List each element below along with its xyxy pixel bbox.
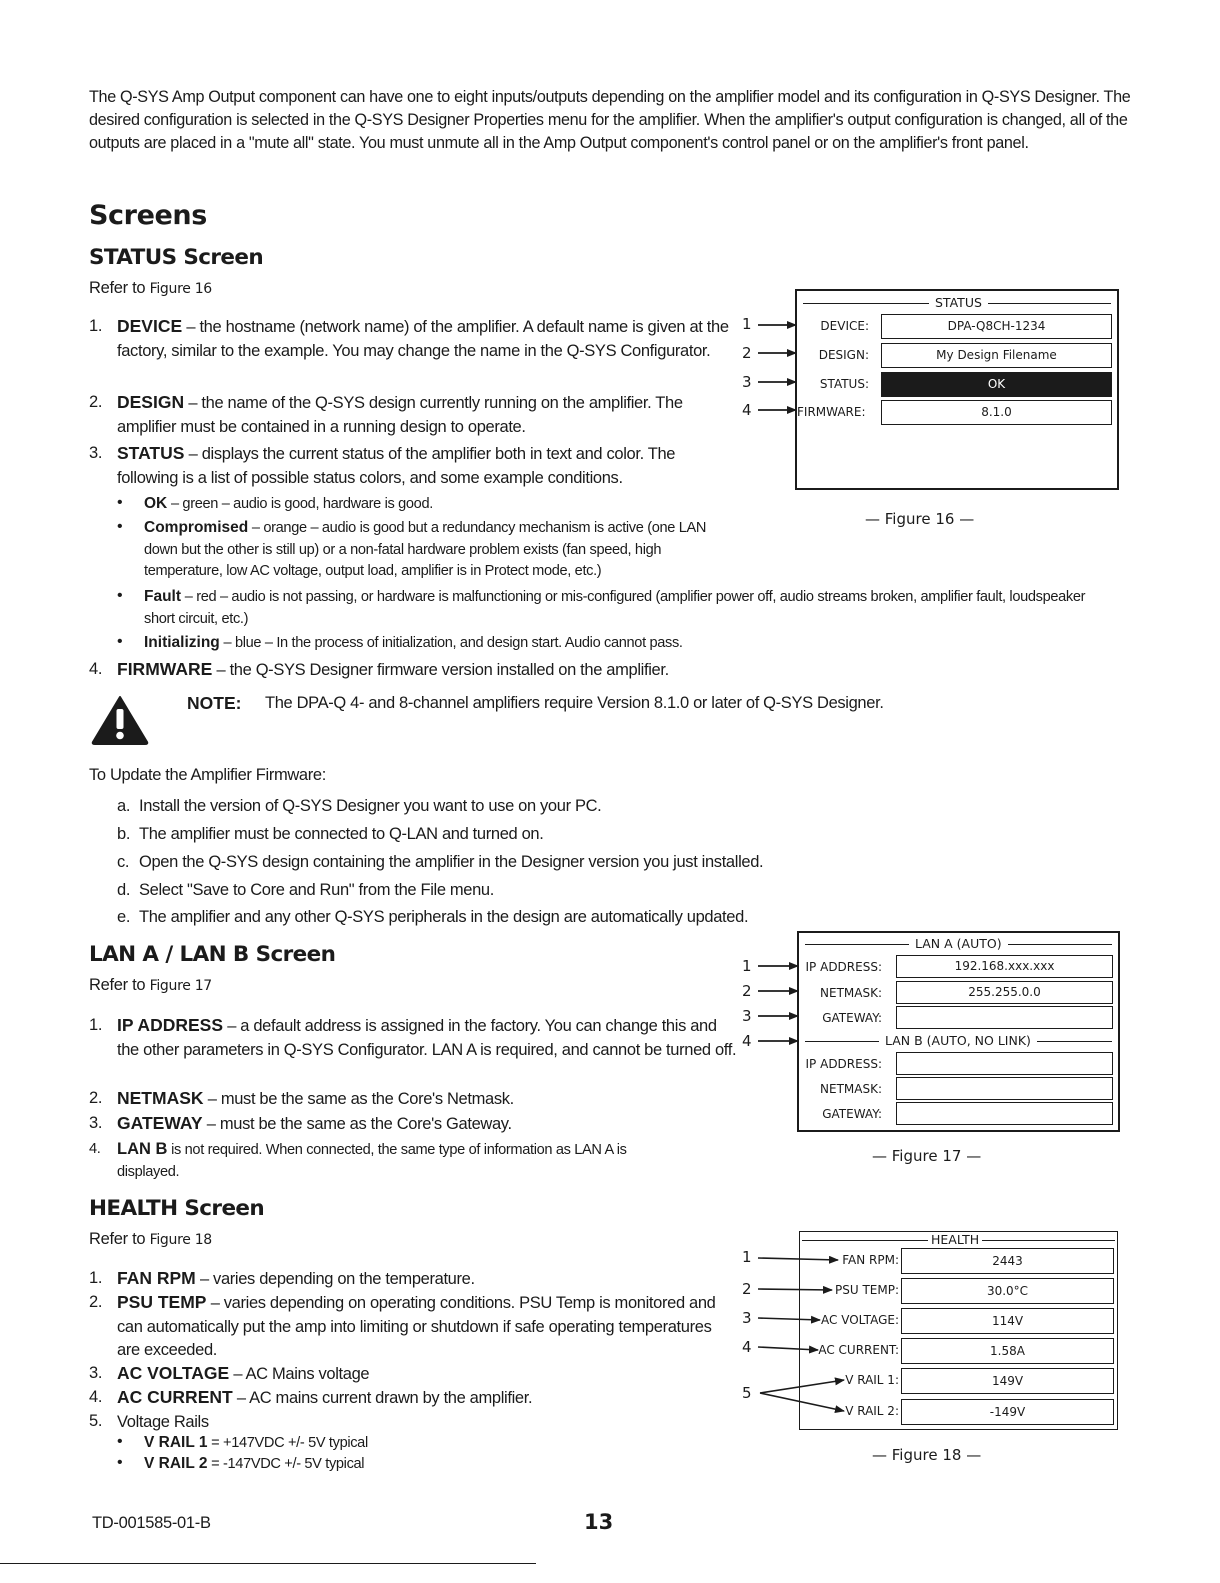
panel-title: HEALTH — [928, 1232, 982, 1247]
item-number: 4. — [89, 660, 103, 678]
bullet-text: – blue – In the process of initialization, and design start. Audio cannot pass. — [219, 635, 683, 651]
callout-arrow — [758, 1289, 832, 1290]
item-text: – the name of the Q-SYS design currently running on the amplifier. The amplifier must be contained in a running design to operate. — [117, 394, 683, 436]
step-letter: d. — [117, 881, 131, 899]
bullet-text: – red – audio is not passing, or hardware is malfunctioning or mis-configured (amplifier power off, audio streams broken, amplifier fault, loudspeaker short circuit, etc.) — [144, 589, 1086, 627]
item-number: 3. — [89, 1364, 103, 1382]
field-value-netmask-a: 255.255.0.0 — [896, 981, 1113, 1004]
item-term: DEVICE — [117, 316, 183, 336]
callout-number: 5 — [742, 1384, 752, 1402]
item-term: LAN B — [117, 1140, 168, 1158]
field-label-fan-rpm: FAN RPM: — [842, 1253, 899, 1267]
field-label-firmware: FIRMWARE: — [797, 405, 866, 419]
step-letter: a. — [117, 797, 131, 815]
refer-prefix: Refer to — [89, 1230, 146, 1248]
panel-title-lan-b: LAN B (AUTO, NO LINK) — [879, 1033, 1037, 1048]
callout-number: 3 — [742, 1309, 752, 1327]
health-screen-heading: HEALTH Screen — [89, 1196, 265, 1221]
item-term: IP ADDRESS — [117, 1015, 223, 1035]
item-text: is not required. When connected, the same type of information as LAN A is displayed. — [117, 1142, 627, 1180]
item-text: – AC mains current drawn by the amplifier. — [232, 1389, 533, 1407]
field-value-v-rail-2: -149V — [901, 1399, 1114, 1425]
bullet-text: – green – audio is good, hardware is good. — [167, 496, 433, 512]
item-text: – the Q-SYS Designer firmware version installed on the amplifier. — [212, 661, 669, 679]
callout-arrow — [758, 1318, 820, 1320]
callout-number: 3 — [742, 1007, 752, 1025]
item-term: GATEWAY — [117, 1113, 203, 1133]
field-value-v-rail-1: 149V — [901, 1368, 1114, 1394]
field-label-ip-address-b: IP ADDRESS: — [805, 1057, 882, 1071]
field-label-v-rail-1: V RAIL 1: — [845, 1373, 899, 1387]
field-value-fan-rpm: 2443 — [901, 1248, 1114, 1274]
callout-number: 1 — [742, 957, 752, 975]
item-term: AC CURRENT — [117, 1387, 233, 1407]
item-term: DESIGN — [117, 392, 185, 412]
item-text: – must be the same as the Core's Netmask. — [203, 1090, 514, 1108]
update-firmware-intro: To Update the Amplifier Firmware: — [89, 766, 326, 784]
bullet-term: V RAIL 2 — [144, 1455, 208, 1472]
item-number: 3. — [89, 444, 103, 462]
screens-heading: Screens — [89, 200, 207, 231]
field-value-design: My Design Filename — [881, 343, 1112, 368]
item-text: – displays the current status of the amplifier both in text and color. The following is a list of possible status colors, and some example conditions. — [117, 445, 676, 487]
item-text: – must be the same as the Core's Gateway. — [202, 1115, 512, 1133]
item-number: 4. — [89, 1141, 101, 1157]
item-text: – varies depending on operating conditions. PSU Temp is monitored and can automatically put the amp into limiting or shutdown if safe operating temperatures are exceeded. — [117, 1294, 716, 1359]
refer-figure-16: Figure 16 — [149, 281, 212, 297]
refer-prefix: Refer to — [89, 279, 146, 297]
field-value-psu-temp: 30.0°C — [901, 1278, 1114, 1304]
field-label-gateway-a: GATEWAY: — [822, 1011, 882, 1025]
callout-number: 4 — [742, 401, 752, 419]
callout-number: 2 — [742, 1280, 752, 1298]
step-text: Install the version of Q-SYS Designer you want to use on your PC. — [139, 797, 602, 815]
callout-number: 4 — [742, 1338, 752, 1356]
step-text: Select "Save to Core and Run" from the File menu. — [139, 881, 494, 899]
bullet-term: Compromised — [144, 519, 249, 536]
refer-figure-17: Figure 17 — [149, 978, 212, 994]
callout-number: 1 — [742, 315, 752, 333]
lan-screen-heading: LAN A / LAN B Screen — [89, 942, 336, 967]
item-text: – a default address is assigned in the factory. You can change this and the other parameters in Q-SYS Configurator. LAN A is required, and cannot be turned off. — [117, 1017, 737, 1059]
figure17-caption: — Figure 17 — — [872, 1147, 982, 1165]
callout-arrow — [758, 1258, 838, 1260]
field-label-netmask-a: NETMASK: — [820, 986, 882, 1000]
item-number: 1. — [89, 1016, 103, 1034]
field-value-firmware: 8.1.0 — [881, 400, 1112, 425]
field-label-status: STATUS: — [819, 377, 869, 391]
document-id: TD-001585-01-B — [92, 1514, 211, 1532]
callout-arrow — [760, 1393, 844, 1411]
step-letter: b. — [117, 825, 131, 843]
field-value-ac-voltage: 114V — [901, 1308, 1114, 1334]
item-text: – AC Mains voltage — [229, 1365, 370, 1383]
field-value-status: OK — [881, 372, 1112, 397]
item-number: 5. — [89, 1412, 103, 1430]
field-value-device: DPA-Q8CH-1234 — [881, 314, 1112, 339]
item-term: NETMASK — [117, 1088, 204, 1108]
callout-number: 4 — [742, 1032, 752, 1050]
item-term: STATUS — [117, 443, 185, 463]
figure18-caption: — Figure 18 — — [872, 1446, 982, 1464]
panel-title: STATUS — [929, 295, 988, 310]
figure16-caption: — Figure 16 — — [865, 510, 975, 528]
bullet-text: = -147VDC +/- 5V typical — [207, 1456, 365, 1472]
field-value-ip-address-a: 192.168.xxx.xxx — [896, 955, 1113, 978]
item-term: AC VOLTAGE — [117, 1363, 230, 1383]
bullet-term: V RAIL 1 — [144, 1434, 208, 1451]
refer-figure-18: Figure 18 — [149, 1232, 212, 1248]
item-term: FIRMWARE — [117, 659, 213, 679]
item-term: FAN RPM — [117, 1268, 196, 1288]
step-text: Open the Q-SYS design containing the amplifier in the Designer version you just installed. — [139, 853, 764, 871]
bullet-text: = +147VDC +/- 5V typical — [207, 1435, 368, 1451]
callout-number: 2 — [742, 982, 752, 1000]
field-label-gateway-b: GATEWAY: — [822, 1107, 882, 1121]
callout-arrow — [758, 1347, 818, 1350]
note-label: NOTE: — [187, 693, 242, 713]
panel-title-lan-a: LAN A (AUTO) — [909, 936, 1008, 951]
item-number: 2. — [89, 1089, 103, 1107]
field-value-ac-current: 1.58A — [901, 1338, 1114, 1364]
field-label-ac-current: AC CURRENT: — [818, 1343, 899, 1357]
bullet-text: – orange – audio is good but a redundancy mechanism is active (one LAN down but the other is still up) or a non-fatal hardware problem exists (fan speed, high temperature, low AC voltage, output load, amplifier is in Protect mode, etc.) — [144, 520, 707, 579]
step-text: The amplifier and any other Q-SYS peripherals in the design are automatically updated. — [139, 908, 749, 926]
field-label-psu-temp: PSU TEMP: — [835, 1283, 899, 1297]
note-text: The DPA-Q 4- and 8-channel amplifiers require Version 8.1.0 or later of Q-SYS Designer. — [265, 694, 884, 712]
bullet-term: Fault — [144, 588, 182, 605]
item-number: 2. — [89, 1293, 103, 1311]
field-label-device: DEVICE: — [820, 319, 869, 333]
step-letter: e. — [117, 908, 131, 926]
field-label-v-rail-2: V RAIL 2: — [845, 1404, 899, 1418]
bullet-term: OK — [144, 495, 168, 512]
bullet-term: Initializing — [144, 634, 220, 651]
field-label-ac-voltage: AC VOLTAGE: — [821, 1313, 899, 1327]
item-text: Voltage Rails — [117, 1413, 209, 1431]
item-number: 1. — [89, 1269, 103, 1287]
item-number: 4. — [89, 1388, 103, 1406]
step-text: The amplifier must be connected to Q-LAN and turned on. — [139, 825, 544, 843]
status-screen-heading: STATUS Screen — [89, 245, 264, 270]
callout-arrow — [760, 1380, 844, 1393]
item-text: – varies depending on the temperature. — [195, 1270, 475, 1288]
item-term: PSU TEMP — [117, 1292, 207, 1312]
field-label-netmask-b: NETMASK: — [820, 1082, 882, 1096]
field-label-ip-address-a: IP ADDRESS: — [805, 960, 882, 974]
intro-paragraph: The Q-SYS Amp Output component can have one to eight inputs/outputs depending on the amplifier model and its configuration in Q-SYS Designer. The desired configuration is selected in the Q-SYS Designer Properties menu for the amplifier. When the amplifier's output configuration is changed, all of the outputs are placed in a "mute all" state. You must unmute all in the Amp Output component's control panel or on the amplifier's front panel. — [89, 88, 1131, 153]
callout-number: 1 — [742, 1248, 752, 1266]
footer-rule — [0, 1563, 536, 1564]
callout-number: 2 — [742, 344, 752, 362]
item-text: – the hostname (network name) of the amplifier. A default name is given at the factory, similar to the example. You may change the name in the Q-SYS Configurator. — [117, 318, 729, 360]
field-label-design: DESIGN: — [818, 348, 869, 362]
step-letter: c. — [117, 853, 130, 871]
item-number: 2. — [89, 393, 103, 411]
page-number: 13 — [584, 1510, 614, 1534]
refer-prefix: Refer to — [89, 976, 146, 994]
item-number: 1. — [89, 317, 103, 335]
callout-number: 3 — [742, 373, 752, 391]
item-number: 3. — [89, 1114, 103, 1132]
